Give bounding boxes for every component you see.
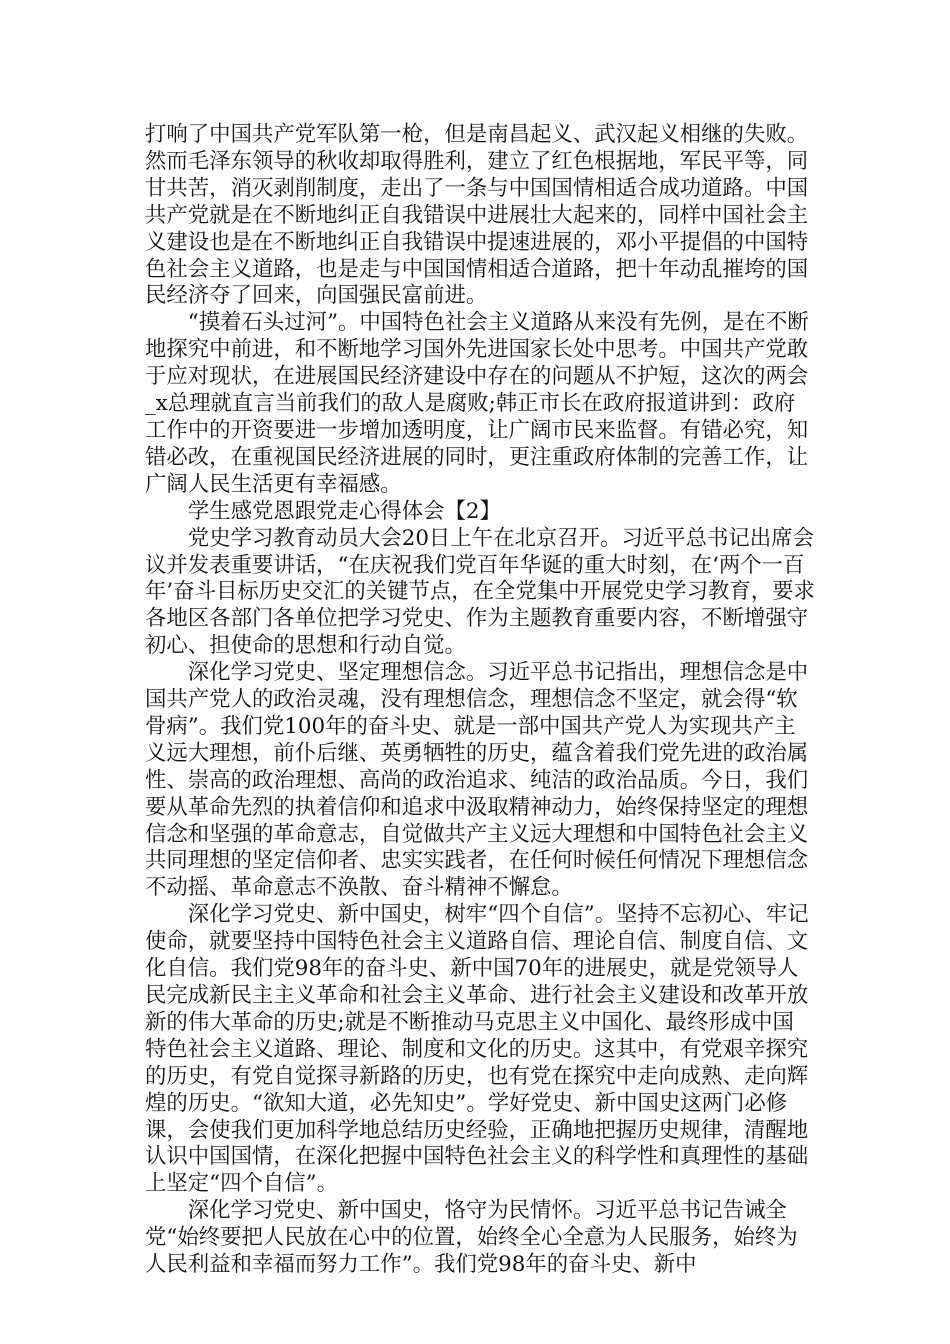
section-heading: 学生感党恩跟党走心得体会【2】	[187, 498, 501, 524]
paragraph-people-first: 深化学习党史、新中国史，恪守为民情怀。习近平总书记告诫全党“始终要把人民放在心中的位置，始终全心全意为人民服务，始终为人民利益和幸福而努力工作”。我们党98年的奋斗史、新中	[145, 1198, 798, 1278]
paragraph-four-confidences: 深化学习党史、新中国史，树牢“四个自信”。坚持不忘初心、牢记使命，就要坚持中国特色社会主义道路自信、理论自信、制度自信、文化自信。我们党98年的奋斗史、新中国70年的进展史，就是党领导人民完成新民主主义革命和社会主义革命、进行社会主义建设和改革开放新的伟大革命的历史;就是不断推动马克思主义中国化、最终形成中国特色社会主义道路、理论、制度和文化的历史。这其中，有党艰辛探究的历史，有党自觉探寻新路的历史，也有党在探究中走向成熟、走向辉煌的历史。“欲知大道，必先知史”。学好党史、新中国史这两门必修课，会使我们更加科学地总结历史经验，正确地把握历史规律，清醒地认识中国国情，在深化把握中国特色社会主义的科学性和真理性的基础上坚定“四个自信”。	[145, 902, 809, 1197]
paragraph-ideals-belief: 深化学习党史、坚定理想信念。习近平总书记指出，理想信念是中国共产党人的政治灵魂，没有理想信念，理想信念不坚定，就会得“软骨病”。我们党100年的奋斗史、就是一部中国共产党人为实现共产主义远大理想，前仆后继、英勇牺牲的历史，蕴含着我们党先进的政治属性、崇高的政治理想、高尚的政治追求、纯洁的政治品质。今日，我们要从革命先烈的执着信仰和追求中汲取精神动力，始终保持坚定的理想信念和坚强的革命意志，自觉做共产主义远大理想和中国特色社会主义共同理想的坚定信仰者、忠实实践者，在任何时候任何情况下理想信念不动摇、革命意志不涣散、奋斗精神不懈怠。	[145, 660, 809, 901]
paragraph-mobilization-meeting: 党史学习教育动员大会20日上午在北京召开。习近平总书记出席会议并发表重要讲话，“在庆祝我们党百年华诞的重大时刻，在‘两个一百年’奋斗目标历史交汇的关键节点，在全党集中开展党史学习教育，要求各地区各部门各单位把学习党史、作为主题教育重要内容，不断增强守初心、担使命的思想和行动自觉。	[145, 525, 815, 659]
document-body	[145, 122, 815, 1279]
paragraph-continuation: 打响了中国共产党军队第一枪，但是南昌起义、武汉起义相继的失败。然而毛泽东领导的秋收却取得胜利，建立了红色根据地，军民平等，同甘共苦，消灭剥削制度，走出了一条与中国国情相适合成功道路。中国共产党就是在不断地纠正自我错误中进展壮大起来的，同样中国社会主义建设也是在不断地纠正自我错误中提速进展的，邓小平提倡的中国特色社会主义道路，也是走与中国国情相适合道路，把十年动乱摧垮的国民经济夺了回来，向国强民富前进。	[145, 122, 809, 309]
paragraph-crossing-river: “摸着石头过河”。中国特色社会主义道路从来没有先例，是在不断地探究中前进，和不断地学习国外先进国家长处中思考。中国共产党敢于应对现状，在进展国民经济建设中存在的问题从不护短，这次的两会_x总理就直言当前我们的敌人是腐败;韩正市长在政府报道讲到：政府工作中的开资要进一步增加透明度，让广阔市民来监督。有错必究，知错必改，在重视国民经济进展的同时，更注重政府体制的完善工作，让广阔人民生活更有幸福感。	[145, 310, 809, 497]
